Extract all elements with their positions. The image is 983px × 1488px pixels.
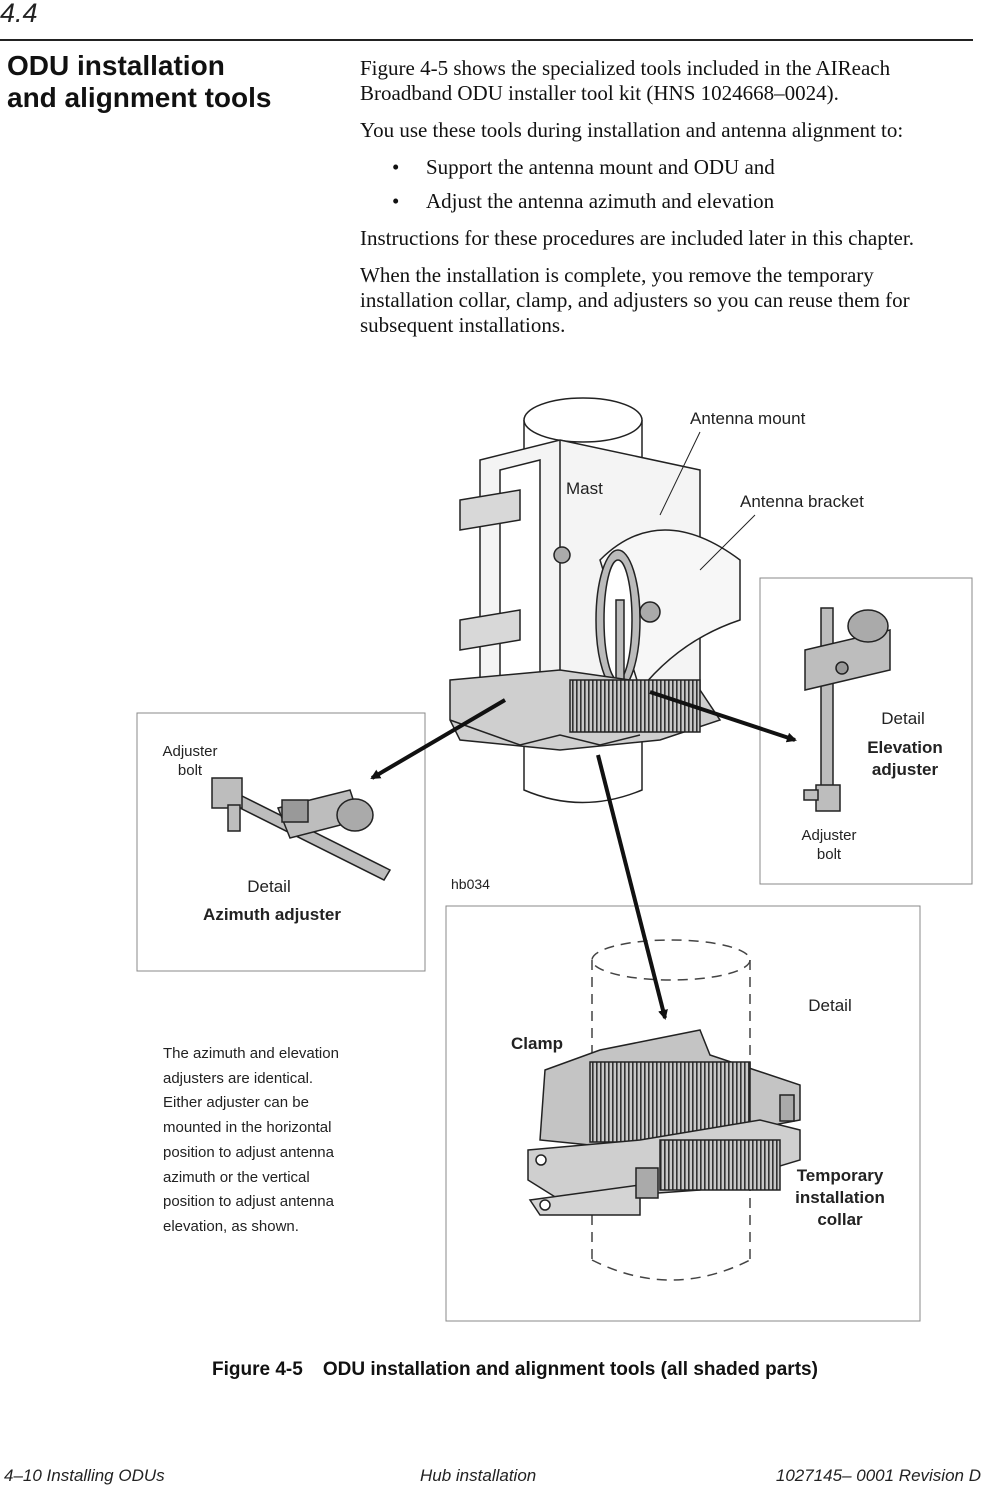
- bullet-list: [360, 155, 970, 214]
- bullet-glyph: •: [392, 155, 400, 179]
- header-rule: [0, 39, 973, 41]
- list-item-text: Adjust the antenna azimuth and elevation: [426, 189, 775, 213]
- elevation-detail-label: Detail: [881, 709, 925, 728]
- azimuth-bolt-label: Adjuster: [162, 743, 218, 760]
- footer-document-id: 1027145– 0001 Revision D: [775, 1466, 981, 1485]
- note-line: azimuth or the vertical: [163, 1169, 310, 1186]
- note-line: Either adjuster can be: [163, 1094, 309, 1111]
- paragraph-usage: You use these tools during installation and antenna alignment to:: [360, 118, 904, 142]
- antenna-bracket-label: Antenna bracket: [740, 492, 864, 511]
- note-line: mounted in the horizontal: [163, 1119, 332, 1136]
- adjuster-note: [163, 1045, 339, 1235]
- section-number: 4.4: [0, 0, 38, 28]
- list-item-text: Support the antenna mount and ODU and: [426, 155, 775, 179]
- footer-chapter: 4–10 Installing ODUs: [4, 1466, 165, 1485]
- note-line: adjusters are identical.: [163, 1070, 314, 1087]
- paragraph-removal: When the installation is complete, you remove the temporary installation collar, clamp, and adjusters so you can reuse them for subsequent installations.: [360, 263, 910, 337]
- tools-figure: [0, 380, 983, 1380]
- section-heading: ODU installation and alignment tools: [7, 50, 272, 113]
- elevation-adjuster-drawing: [804, 608, 890, 811]
- collar-drawing: [528, 940, 800, 1280]
- paragraph-intro: Figure 4-5 shows the specialized tools included in the AIReach Broadband ODU installer tool kit (HNS 1024668–0024).: [360, 56, 891, 105]
- collar-detail-label: Detail: [808, 996, 852, 1015]
- mast-label: Mast: [566, 479, 603, 498]
- body-text: [360, 56, 970, 350]
- clamp-label: Clamp: [511, 1034, 563, 1053]
- elevation-bolt-label: Adjuster: [801, 827, 857, 844]
- figure-caption: [212, 1359, 818, 1381]
- azimuth-adjuster-title: Azimuth adjuster: [203, 905, 341, 924]
- bullet-glyph: •: [392, 189, 400, 213]
- paragraph-instructions: Instructions for these procedures are included later in this chapter.: [360, 226, 914, 250]
- collar-label-2: installation: [795, 1188, 885, 1207]
- figure-reference-id: hb034: [451, 876, 490, 892]
- azimuth-adjuster-drawing: [212, 778, 390, 880]
- note-line: position to adjust antenna: [163, 1144, 334, 1161]
- azimuth-detail-label: Detail: [247, 877, 291, 896]
- figure-caption-number: Figure 4-5: [212, 1359, 303, 1380]
- collar-label-3: collar: [817, 1210, 863, 1229]
- list-item: [360, 155, 970, 180]
- note-line: elevation, as shown.: [163, 1218, 299, 1235]
- collar-label: Temporary: [796, 1166, 884, 1185]
- elevation-adjuster-title: Elevation: [867, 738, 943, 757]
- figure-caption-text: ODU installation and alignment tools (all shaded parts): [322, 1359, 818, 1380]
- antenna-mount-label: Antenna mount: [690, 409, 806, 428]
- elevation-bolt-label-2: bolt: [816, 846, 842, 863]
- note-line: position to adjust antenna: [163, 1193, 334, 1210]
- list-item: [360, 189, 970, 214]
- footer-section: Hub installation: [420, 1466, 537, 1485]
- note-line: The azimuth and elevation: [163, 1045, 339, 1062]
- elevation-adjuster-title-2: adjuster: [871, 760, 939, 779]
- mast-assembly: [450, 398, 740, 803]
- azimuth-bolt-label-2: bolt: [177, 762, 203, 779]
